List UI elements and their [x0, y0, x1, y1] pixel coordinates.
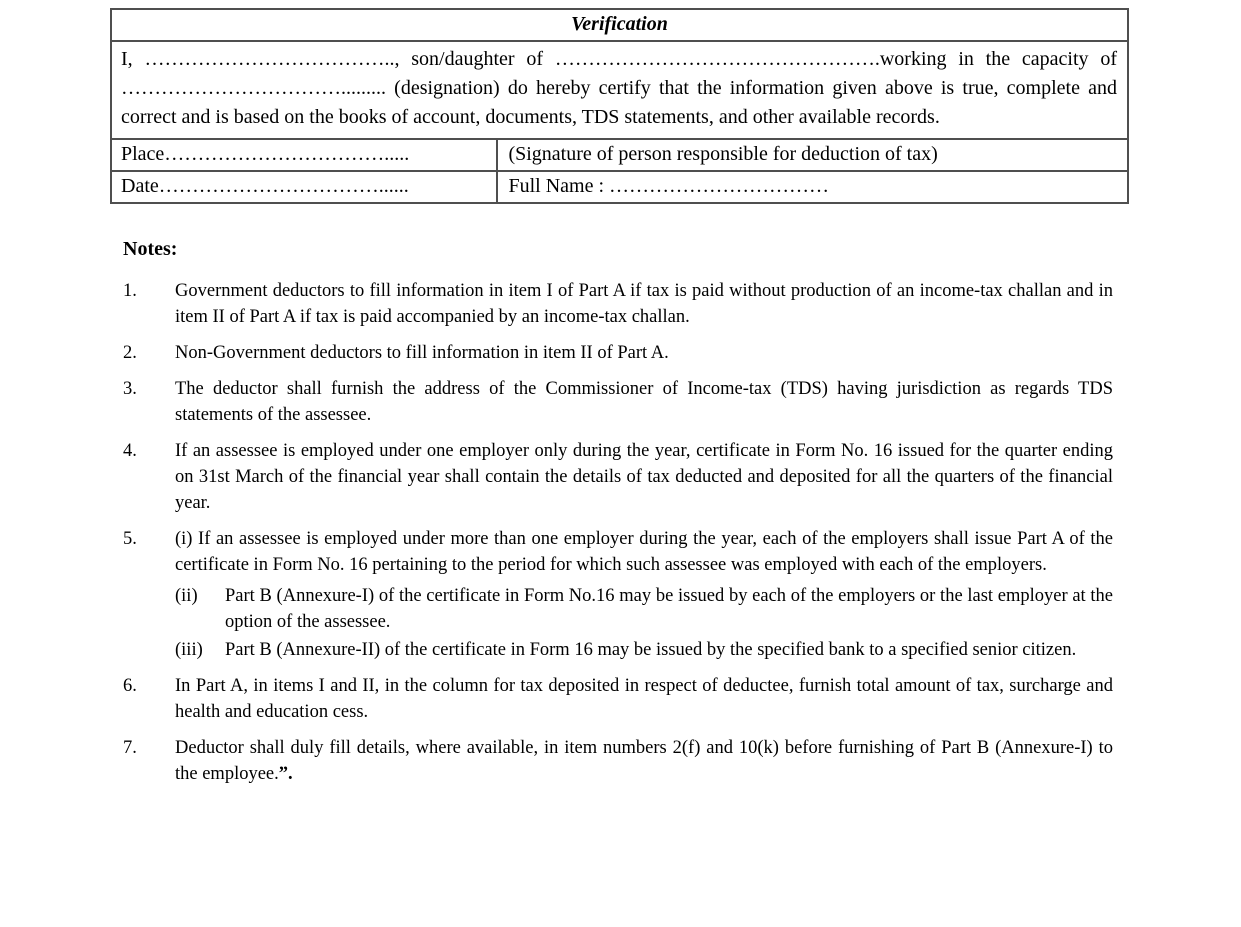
place-field: Place…………………………….....	[111, 139, 497, 171]
date-field: Date……………………………......	[111, 171, 497, 203]
place-row	[111, 139, 1128, 171]
subitem-marker: (ii)	[175, 586, 198, 606]
full-name-field: Full Name : ……………………………	[497, 171, 1128, 203]
notes-section	[123, 238, 1113, 787]
note-tail: ”.	[278, 764, 293, 784]
date-row	[111, 171, 1128, 203]
note-text: Deductor shall duly fill details, where available, in item numbers 2(f) and 10(k) before furnishing of Part B (Annexure-I) to the employee.	[175, 738, 1113, 784]
note-text: In Part A, in items I and II, in the column for tax deposited in respect of deductee, furnish total amount of tax, surcharge and health and education cess.	[175, 676, 1113, 722]
note-text: Non-Government deductors to fill information in item II of Part A.	[175, 343, 669, 363]
note-number: 7.	[123, 738, 137, 758]
note-item-7	[123, 735, 1113, 787]
note-number: 1.	[123, 281, 137, 301]
note-number: 6.	[123, 676, 137, 696]
certification-paragraph: I, ……………………………….., son/daughter of ………………………………………….working in the capacity of ……………………………......... (designation) do hereby certify that the information given above is true, complete and correct and is based on the books of account, documents, TDS statements, and other available records.	[111, 41, 1128, 139]
verification-table	[110, 8, 1129, 204]
note-body	[175, 735, 1113, 787]
note-subitem-ii	[175, 583, 1113, 635]
note-number: 5.	[123, 529, 137, 549]
note-item-5	[123, 526, 1113, 663]
verification-header-row	[111, 9, 1128, 41]
note-text: If an assessee is employed under one employer only during the year, certificate in Form No. 16 issued for the quarter ending on 31st March of the financial year shall contain the details of tax deducted and deposited for all the quarters of the financial year.	[175, 441, 1113, 513]
note-body	[175, 526, 1113, 663]
verification-title: Verification	[111, 9, 1128, 41]
note-item-6	[123, 673, 1113, 725]
note-item-4	[123, 438, 1113, 516]
note-item-3	[123, 376, 1113, 428]
subitem-text: Part B (Annexure-I) of the certificate in Form No.16 may be issued by each of the employers or the last employer at the option of the assessee.	[225, 586, 1113, 632]
note-number: 4.	[123, 441, 137, 461]
note-number: 2.	[123, 343, 137, 363]
note-item-2	[123, 340, 1113, 366]
note-item-1	[123, 278, 1113, 330]
note-subitem-iii	[175, 637, 1113, 663]
note-number: 3.	[123, 379, 137, 399]
signature-label: (Signature of person responsible for deduction of tax)	[497, 139, 1128, 171]
subitem-marker: (iii)	[175, 640, 203, 660]
subitem-text: Part B (Annexure-II) of the certificate in Form 16 may be issued by the specified bank to a specified senior citizen.	[225, 640, 1077, 660]
note-text: (i) If an assessee is employed under more than one employer during the year, each of the employers shall issue Part A of the certificate in Form No. 16 pertaining to the period for which such assessee was employed with each of the employers.	[175, 529, 1113, 575]
note-text: Government deductors to fill information in item I of Part A if tax is paid without production of an income-tax challan and in item II of Part A if tax is paid accompanied by an income-tax challan.	[175, 281, 1113, 327]
notes-heading: Notes:	[123, 238, 178, 260]
certification-row	[111, 41, 1128, 139]
note-text: The deductor shall furnish the address of the Commissioner of Income-tax (TDS) having jurisdiction as regards TDS statements of the assessee.	[175, 379, 1113, 425]
